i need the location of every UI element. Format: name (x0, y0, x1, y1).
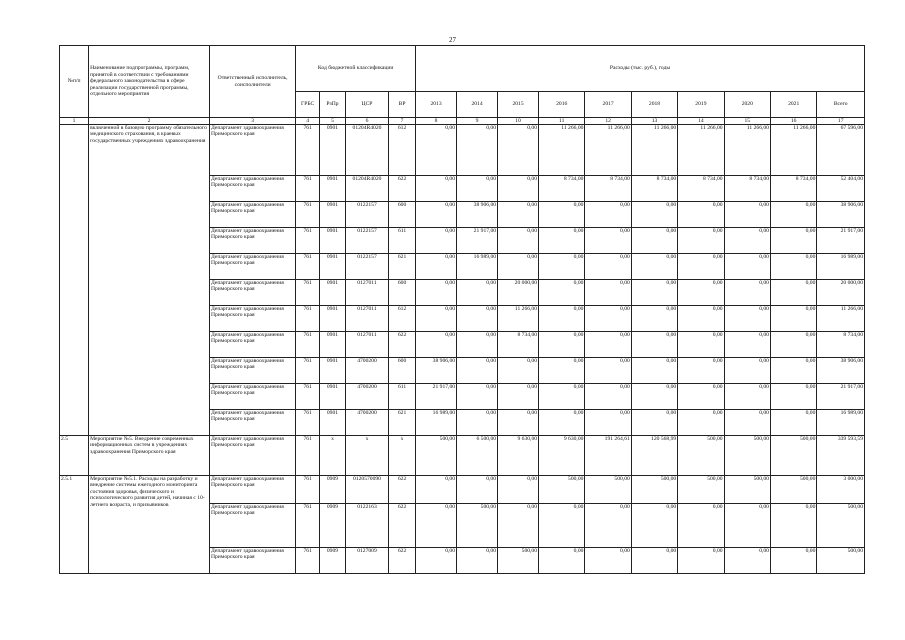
cell-value-2016: 0,00 (539, 228, 585, 254)
cell-vr: 621 (389, 254, 416, 280)
cell-value-2017: 8 734,00 (585, 176, 631, 202)
cell-csr: 4700200 (345, 358, 388, 384)
cell-grbs: 761 (296, 384, 320, 410)
cell-value-2018: 0,00 (631, 548, 677, 574)
cell-value-2019: 11 266,00 (678, 125, 724, 176)
row-executor: Департамент здравоохранения Приморского края (209, 125, 295, 176)
cell-value-2014: 16 989,00 (457, 254, 498, 280)
cell-value-2021: 0,00 (770, 306, 816, 332)
cell-value-2015: 0,00 (498, 504, 539, 548)
cell-vr: 600 (389, 280, 416, 306)
cell-grbs: 761 (296, 548, 320, 574)
row-name: Мероприятие №5. Внедрение современных информационных систем в учреждениях здравоохранения Приморского края (89, 436, 210, 476)
header-year-2016: 2016 (539, 92, 585, 118)
cell-value-2019: 0,00 (678, 228, 724, 254)
cell-value-2015: 20 000,00 (498, 280, 539, 306)
cell-value-2021: 0,00 (770, 358, 816, 384)
cell-value-2014: 0,00 (457, 358, 498, 384)
col-number: 1 (60, 118, 89, 125)
cell-value-2020: 11 266,00 (724, 125, 770, 176)
cell-value-total: 21 917,00 (817, 384, 865, 410)
cell-vr: 612 (389, 306, 416, 332)
header-rzpr: РзПр (320, 92, 346, 118)
cell-value-2015: 500,00 (498, 548, 539, 574)
row-executor: Департамент здравоохранения Приморского края (209, 410, 295, 436)
cell-value-2020: 0,00 (724, 504, 770, 548)
cell-value-total: 500,00 (817, 504, 865, 548)
cell-rzpr: 0901 (320, 254, 346, 280)
col-number: 4 (296, 118, 320, 125)
cell-value-2016: 0,00 (539, 306, 585, 332)
cell-value-2013: 0,00 (416, 504, 457, 548)
cell-value-2014: 21 917,00 (457, 228, 498, 254)
header-grbs: ГРБС (296, 92, 320, 118)
cell-value-2015: 0,00 (498, 410, 539, 436)
cell-rzpr: 0909 (320, 504, 346, 548)
cell-grbs: 761 (296, 358, 320, 384)
col-number: 3 (209, 118, 295, 125)
cell-value-total: 500,00 (817, 548, 865, 574)
cell-vr: 611 (389, 384, 416, 410)
cell-value-2013: 0,00 (416, 280, 457, 306)
cell-grbs: 761 (296, 332, 320, 358)
header-year-2021: 2021 (770, 92, 816, 118)
cell-value-2015: 11 266,00 (498, 306, 539, 332)
cell-value-total: 3 000,00 (817, 476, 865, 504)
row-executor: Департамент здравоохранения Приморского края (209, 436, 295, 476)
cell-value-2019: 0,00 (678, 280, 724, 306)
cell-value-total: 20 000,00 (817, 280, 865, 306)
cell-grbs: 761 (296, 504, 320, 548)
cell-value-2021: 8 734,00 (770, 176, 816, 202)
row-executor: Департамент здравоохранения Приморского края (209, 176, 295, 202)
cell-value-total: 38 906,00 (817, 202, 865, 228)
cell-value-2013: 0,00 (416, 228, 457, 254)
cell-value-2014: 0,00 (457, 410, 498, 436)
cell-value-2016: 0,00 (539, 332, 585, 358)
cell-value-2017: 11 266,00 (585, 125, 631, 176)
cell-value-2020: 0,00 (724, 228, 770, 254)
header-csr: ЦСР (345, 92, 388, 118)
header-year-2020: 2020 (724, 92, 770, 118)
cell-value-total: 8 734,00 (817, 332, 865, 358)
cell-value-2017: 0,00 (585, 202, 631, 228)
header-budget-code: Код бюджетной классификации (296, 46, 416, 92)
cell-value-total: 38 906,00 (817, 358, 865, 384)
cell-grbs: 761 (296, 125, 320, 176)
col-number: 15 (724, 118, 770, 125)
cell-value-2015: 0,00 (498, 125, 539, 176)
cell-value-2020: 8 734,00 (724, 176, 770, 202)
cell-csr: 4700200 (345, 384, 388, 410)
cell-grbs: 761 (296, 254, 320, 280)
cell-value-2017: 191 264,61 (585, 436, 631, 476)
cell-value-2014: 500,00 (457, 504, 498, 548)
cell-value-2018: 120 568,99 (631, 436, 677, 476)
row-executor: Департамент здравоохранения Приморского края (209, 228, 295, 254)
cell-value-2017: 0,00 (585, 254, 631, 280)
row-executor: Департамент здравоохранения Приморского края (209, 254, 295, 280)
cell-value-2013: 21 917,00 (416, 384, 457, 410)
cell-value-2014: 0,00 (457, 280, 498, 306)
cell-value-2015: 0,00 (498, 384, 539, 410)
col-number: 12 (585, 118, 631, 125)
cell-grbs: 761 (296, 476, 320, 504)
cell-value-2018: 0,00 (631, 410, 677, 436)
budget-table (59, 45, 865, 574)
cell-value-2018: 0,00 (631, 280, 677, 306)
cell-value-2016: 0,00 (539, 548, 585, 574)
col-number: 17 (817, 118, 865, 125)
cell-value-2013: 16 989,00 (416, 410, 457, 436)
cell-value-total: 21 917,00 (817, 228, 865, 254)
cell-value-2019: 0,00 (678, 202, 724, 228)
cell-value-2014: 0,00 (457, 548, 498, 574)
cell-value-2020: 0,00 (724, 384, 770, 410)
cell-vr: 622 (389, 476, 416, 504)
cell-value-2018: 0,00 (631, 306, 677, 332)
cell-value-2018: 0,00 (631, 254, 677, 280)
cell-value-2015: 8 734,00 (498, 332, 539, 358)
cell-csr: 0127011 (345, 306, 388, 332)
cell-csr: 01204R4020 (345, 125, 388, 176)
header-name: Наименование подпрограммы, программ, принятой в соответствии с требованиями федерального законодательства в сфере реализации государственной программы, отдельного мероприятия (89, 46, 210, 118)
cell-value-2019: 0,00 (678, 306, 724, 332)
header-year-2013: 2013 (416, 92, 457, 118)
cell-value-total: 16 989,00 (817, 410, 865, 436)
row-number (60, 125, 89, 436)
col-number: 13 (631, 118, 677, 125)
cell-value-2013: 0,00 (416, 125, 457, 176)
header-no: №п/п (60, 46, 89, 118)
row-executor: Департамент здравоохранения Приморского края (209, 202, 295, 228)
cell-value-2018: 0,00 (631, 202, 677, 228)
cell-rzpr: x (320, 436, 346, 476)
cell-value-2019: 0,00 (678, 410, 724, 436)
row-name: Мероприятие №5.1. Расходы на разработку и внедрение системы ежегодного мониторинга состояния здоровья, физического и психологического развития детей, начиная с 10-летнего возраста, и призывников (89, 476, 210, 574)
cell-value-2019: 8 734,00 (678, 176, 724, 202)
cell-value-total: 11 266,00 (817, 306, 865, 332)
row-executor: Департамент здравоохранения Приморского края (209, 504, 295, 548)
cell-value-2015: 9 630,00 (498, 436, 539, 476)
budget-table-body (60, 125, 865, 574)
col-number: 16 (770, 118, 816, 125)
cell-value-2013: 500,00 (416, 436, 457, 476)
cell-vr: 621 (389, 410, 416, 436)
cell-rzpr: 0909 (320, 548, 346, 574)
cell-value-2021: 0,00 (770, 384, 816, 410)
cell-value-2017: 0,00 (585, 332, 631, 358)
cell-value-2020: 0,00 (724, 254, 770, 280)
cell-value-2021: 0,00 (770, 410, 816, 436)
cell-csr: 0127011 (345, 332, 388, 358)
table-row (60, 436, 865, 476)
table-row (60, 476, 865, 504)
cell-vr: 612 (389, 125, 416, 176)
cell-grbs: 761 (296, 280, 320, 306)
cell-value-2019: 0,00 (678, 332, 724, 358)
cell-value-2015: 0,00 (498, 254, 539, 280)
cell-value-2014: 6 500,00 (457, 436, 498, 476)
header-total: Всего (817, 92, 865, 118)
cell-value-2015: 0,00 (498, 476, 539, 504)
cell-value-2021: 0,00 (770, 504, 816, 548)
cell-grbs: 761 (296, 202, 320, 228)
cell-csr: 01204R4020 (345, 176, 388, 202)
cell-value-2017: 0,00 (585, 504, 631, 548)
cell-value-2018: 0,00 (631, 504, 677, 548)
col-number: 11 (539, 118, 585, 125)
cell-value-2018: 0,00 (631, 384, 677, 410)
cell-value-2014: 0,00 (457, 476, 498, 504)
cell-csr: 0120570090 (345, 476, 388, 504)
cell-csr: 0122157 (345, 202, 388, 228)
cell-value-2013: 0,00 (416, 176, 457, 202)
cell-value-2018: 500,00 (631, 476, 677, 504)
cell-value-2021: 0,00 (770, 332, 816, 358)
cell-value-total: 52 404,00 (817, 176, 865, 202)
header-year-2018: 2018 (631, 92, 677, 118)
cell-value-2013: 0,00 (416, 202, 457, 228)
cell-value-2013: 0,00 (416, 332, 457, 358)
row-executor: Департамент здравоохранения Приморского края (209, 306, 295, 332)
cell-rzpr: 0909 (320, 476, 346, 504)
cell-rzpr: 0901 (320, 228, 346, 254)
cell-value-2019: 0,00 (678, 504, 724, 548)
cell-vr: x (389, 436, 416, 476)
cell-grbs: 761 (296, 176, 320, 202)
cell-vr: 622 (389, 176, 416, 202)
cell-value-2020: 0,00 (724, 358, 770, 384)
row-executor: Департамент здравоохранения Приморского края (209, 358, 295, 384)
cell-value-total: 67 596,00 (817, 125, 865, 176)
cell-value-2017: 0,00 (585, 280, 631, 306)
table-row (60, 125, 865, 176)
cell-value-2020: 0,00 (724, 280, 770, 306)
cell-rzpr: 0901 (320, 332, 346, 358)
cell-value-2021: 0,00 (770, 228, 816, 254)
cell-value-total: 16 989,00 (817, 254, 865, 280)
cell-rzpr: 0901 (320, 384, 346, 410)
cell-value-2021: 0,00 (770, 254, 816, 280)
cell-value-2014: 0,00 (457, 176, 498, 202)
cell-value-2013: 0,00 (416, 476, 457, 504)
cell-value-2019: 0,00 (678, 358, 724, 384)
cell-value-2020: 0,00 (724, 410, 770, 436)
cell-value-2021: 0,00 (770, 202, 816, 228)
cell-value-2015: 0,00 (498, 358, 539, 384)
cell-value-2016: 0,00 (539, 410, 585, 436)
col-number: 14 (678, 118, 724, 125)
cell-rzpr: 0901 (320, 306, 346, 332)
cell-value-2019: 500,00 (678, 476, 724, 504)
cell-csr: 0122157 (345, 228, 388, 254)
cell-value-2016: 0,00 (539, 254, 585, 280)
cell-value-2013: 0,00 (416, 254, 457, 280)
header-expenses: Расходы (тыс. руб.), годы (416, 46, 865, 92)
cell-value-2017: 0,00 (585, 358, 631, 384)
cell-rzpr: 0901 (320, 176, 346, 202)
header-year-2017: 2017 (585, 92, 631, 118)
cell-rzpr: 0901 (320, 202, 346, 228)
header-vr: ВР (389, 92, 416, 118)
header-year-2019: 2019 (678, 92, 724, 118)
cell-value-2014: 0,00 (457, 125, 498, 176)
cell-vr: 600 (389, 358, 416, 384)
cell-value-2013: 38 906,00 (416, 358, 457, 384)
header-executor: Ответственный исполнитель, соисполнители (209, 46, 295, 118)
row-executor: Департамент здравоохранения Приморского края (209, 332, 295, 358)
cell-rzpr: 0901 (320, 125, 346, 176)
cell-value-2018: 0,00 (631, 358, 677, 384)
cell-value-2017: 0,00 (585, 410, 631, 436)
cell-rzpr: 0901 (320, 280, 346, 306)
col-number: 10 (498, 118, 539, 125)
cell-value-2014: 0,00 (457, 384, 498, 410)
cell-rzpr: 0901 (320, 410, 346, 436)
cell-csr: 0127009 (345, 548, 388, 574)
col-number: 7 (389, 118, 416, 125)
cell-value-2017: 0,00 (585, 548, 631, 574)
cell-value-2019: 500,00 (678, 436, 724, 476)
cell-value-total: 339 593,59 (817, 436, 865, 476)
cell-vr: 622 (389, 504, 416, 548)
cell-value-2016: 0,00 (539, 504, 585, 548)
row-executor: Департамент здравоохранения Приморского края (209, 476, 295, 504)
cell-value-2018: 0,00 (631, 228, 677, 254)
col-number: 8 (416, 118, 457, 125)
cell-value-2021: 0,00 (770, 548, 816, 574)
cell-value-2014: 0,00 (457, 306, 498, 332)
cell-value-2019: 0,00 (678, 254, 724, 280)
cell-value-2017: 0,00 (585, 306, 631, 332)
cell-value-2021: 11 266,00 (770, 125, 816, 176)
cell-value-2016: 0,00 (539, 358, 585, 384)
cell-value-2014: 0,00 (457, 332, 498, 358)
cell-value-2017: 0,00 (585, 384, 631, 410)
row-number: 2.5.1 (60, 476, 89, 574)
cell-grbs: 761 (296, 436, 320, 476)
cell-value-2015: 0,00 (498, 202, 539, 228)
row-executor: Департамент здравоохранения Приморского края (209, 384, 295, 410)
cell-value-2015: 0,00 (498, 176, 539, 202)
cell-vr: 622 (389, 548, 416, 574)
page-number: 27 (449, 36, 456, 44)
cell-value-2016: 11 266,00 (539, 125, 585, 176)
cell-vr: 622 (389, 332, 416, 358)
header-year-2015: 2015 (498, 92, 539, 118)
col-number: 9 (457, 118, 498, 125)
cell-value-2020: 0,00 (724, 306, 770, 332)
col-number: 6 (345, 118, 388, 125)
header-number-row (60, 118, 865, 125)
cell-value-2016: 0,00 (539, 280, 585, 306)
cell-vr: 611 (389, 228, 416, 254)
cell-value-2016: 0,00 (539, 202, 585, 228)
cell-csr: x (345, 436, 388, 476)
cell-value-2016: 0,00 (539, 384, 585, 410)
cell-value-2021: 500,00 (770, 476, 816, 504)
cell-value-2020: 0,00 (724, 202, 770, 228)
cell-value-2016: 8 734,00 (539, 176, 585, 202)
cell-csr: 0127011 (345, 280, 388, 306)
cell-rzpr: 0901 (320, 358, 346, 384)
cell-value-2018: 11 266,00 (631, 125, 677, 176)
cell-value-2021: 500,00 (770, 436, 816, 476)
cell-value-2017: 0,00 (585, 228, 631, 254)
cell-csr: 0122163 (345, 504, 388, 548)
header-year-2014: 2014 (457, 92, 498, 118)
row-executor: Департамент здравоохранения Приморского края (209, 280, 295, 306)
cell-value-2020: 500,00 (724, 436, 770, 476)
row-name: включенной в базовую программу обязательного медицинского страхования, в краевых государственных учреждениях здравоохранения (89, 125, 210, 436)
row-executor: Департамент здравоохранения Приморского края (209, 548, 295, 574)
cell-value-2013: 0,00 (416, 548, 457, 574)
cell-csr: 0122157 (345, 254, 388, 280)
cell-value-2019: 0,00 (678, 384, 724, 410)
cell-grbs: 761 (296, 410, 320, 436)
cell-value-2020: 0,00 (724, 332, 770, 358)
cell-value-2020: 500,00 (724, 476, 770, 504)
cell-vr: 600 (389, 202, 416, 228)
cell-csr: 4700200 (345, 410, 388, 436)
cell-value-2017: 500,00 (585, 476, 631, 504)
col-number: 2 (89, 118, 210, 125)
cell-value-2018: 8 734,00 (631, 176, 677, 202)
cell-value-2015: 0,00 (498, 228, 539, 254)
cell-value-2018: 0,00 (631, 332, 677, 358)
col-number: 5 (320, 118, 346, 125)
cell-value-2016: 9 630,00 (539, 436, 585, 476)
row-number: 2.5 (60, 436, 89, 476)
cell-value-2013: 0,00 (416, 306, 457, 332)
cell-value-2019: 0,00 (678, 548, 724, 574)
cell-value-2021: 0,00 (770, 280, 816, 306)
cell-value-2014: 38 906,00 (457, 202, 498, 228)
cell-grbs: 761 (296, 306, 320, 332)
cell-value-2020: 0,00 (724, 548, 770, 574)
cell-value-2016: 500,00 (539, 476, 585, 504)
cell-grbs: 761 (296, 228, 320, 254)
